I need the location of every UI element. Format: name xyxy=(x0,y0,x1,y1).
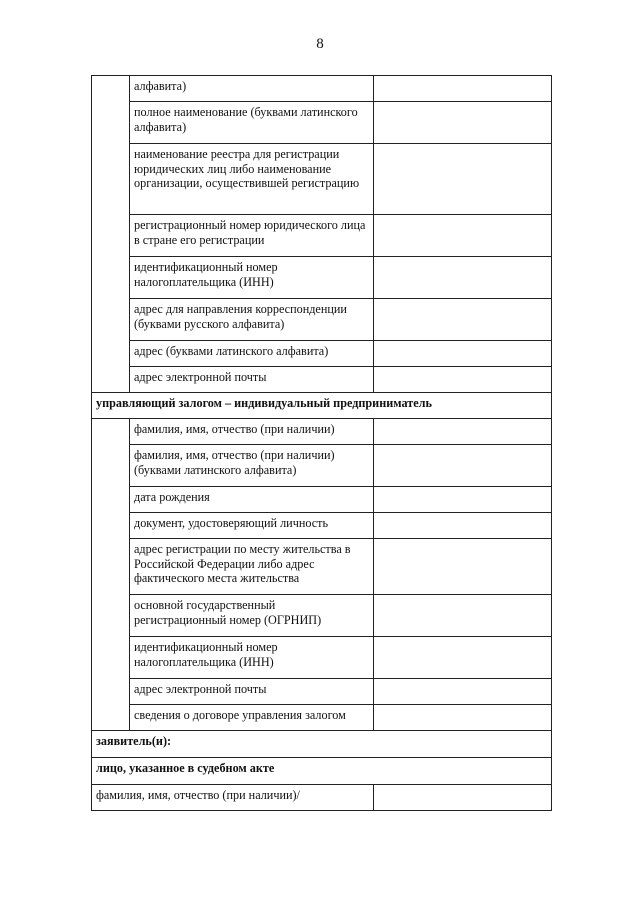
table-row xyxy=(92,341,552,367)
field-label: полное наименование (буквами латинского алфавита) xyxy=(130,102,374,144)
field-value[interactable] xyxy=(374,299,552,341)
court-person-title: лицо, указанное в судебном акте xyxy=(92,758,552,785)
indent-cell xyxy=(92,76,130,393)
table-row xyxy=(92,102,552,144)
field-value[interactable] xyxy=(374,257,552,299)
field-label: регистрационный номер юридического лица в стране его регистрации xyxy=(130,215,374,257)
field-label: адрес регистрации по месту жительства в Российской Федерации либо адрес фактического места жительства xyxy=(130,539,374,595)
table-row xyxy=(92,257,552,299)
field-label: адрес (буквами латинского алфавита) xyxy=(130,341,374,367)
field-value[interactable] xyxy=(374,539,552,595)
field-value[interactable] xyxy=(374,419,552,445)
page-number: 8 xyxy=(316,36,324,52)
field-label: алфавита) xyxy=(130,76,374,102)
section-header-row xyxy=(92,758,552,785)
field-value[interactable] xyxy=(374,367,552,393)
field-label: основной государственный регистрационный номер (ОГРНИП) xyxy=(130,595,374,637)
table-row xyxy=(92,595,552,637)
table-row xyxy=(92,299,552,341)
section-header-row xyxy=(92,393,552,419)
table-row xyxy=(92,785,552,811)
field-value[interactable] xyxy=(374,341,552,367)
field-label: документ, удостоверяющий личность xyxy=(130,513,374,539)
table-row xyxy=(92,637,552,679)
section-header-row xyxy=(92,731,552,758)
table-row xyxy=(92,679,552,705)
field-value[interactable] xyxy=(374,679,552,705)
field-value[interactable] xyxy=(374,595,552,637)
table-row xyxy=(92,367,552,393)
table-row xyxy=(92,705,552,731)
field-label: фамилия, имя, отчество (при наличии) (буквами латинского алфавита) xyxy=(130,445,374,487)
table-row xyxy=(92,76,552,102)
field-value[interactable] xyxy=(374,705,552,731)
field-value[interactable] xyxy=(374,102,552,144)
field-label: адрес электронной почты xyxy=(130,367,374,393)
field-label: адрес электронной почты xyxy=(130,679,374,705)
table-row xyxy=(92,215,552,257)
field-value[interactable] xyxy=(374,513,552,539)
section-title: управляющий залогом – индивидуальный предприниматель xyxy=(92,393,552,419)
table-row xyxy=(92,487,552,513)
field-label: идентификационный номер налогоплательщика (ИНН) xyxy=(130,637,374,679)
table-row xyxy=(92,539,552,595)
field-value[interactable] xyxy=(374,487,552,513)
table-row xyxy=(92,445,552,487)
table-row xyxy=(92,513,552,539)
field-label: фамилия, имя, отчество (при наличии) xyxy=(130,419,374,445)
field-label: адрес для направления корреспонденции (буквами русского алфавита) xyxy=(130,299,374,341)
field-label: сведения о договоре управления залогом xyxy=(130,705,374,731)
field-value[interactable] xyxy=(374,215,552,257)
field-value[interactable] xyxy=(374,785,552,811)
field-value[interactable] xyxy=(374,144,552,215)
field-label: фамилия, имя, отчество (при наличии)/ xyxy=(92,785,374,811)
indent-cell xyxy=(92,419,130,731)
field-label: дата рождения xyxy=(130,487,374,513)
applicants-title: заявитель(и): xyxy=(92,731,552,758)
field-label: наименование реестра для регистрации юридических лиц либо наименование организации, осуществившей регистрацию xyxy=(130,144,374,215)
field-label: идентификационный номер налогоплательщика (ИНН) xyxy=(130,257,374,299)
table-row xyxy=(92,419,552,445)
field-value[interactable] xyxy=(374,637,552,679)
field-value[interactable] xyxy=(374,445,552,487)
form-table xyxy=(91,75,552,811)
table-row xyxy=(92,144,552,215)
field-value[interactable] xyxy=(374,76,552,102)
